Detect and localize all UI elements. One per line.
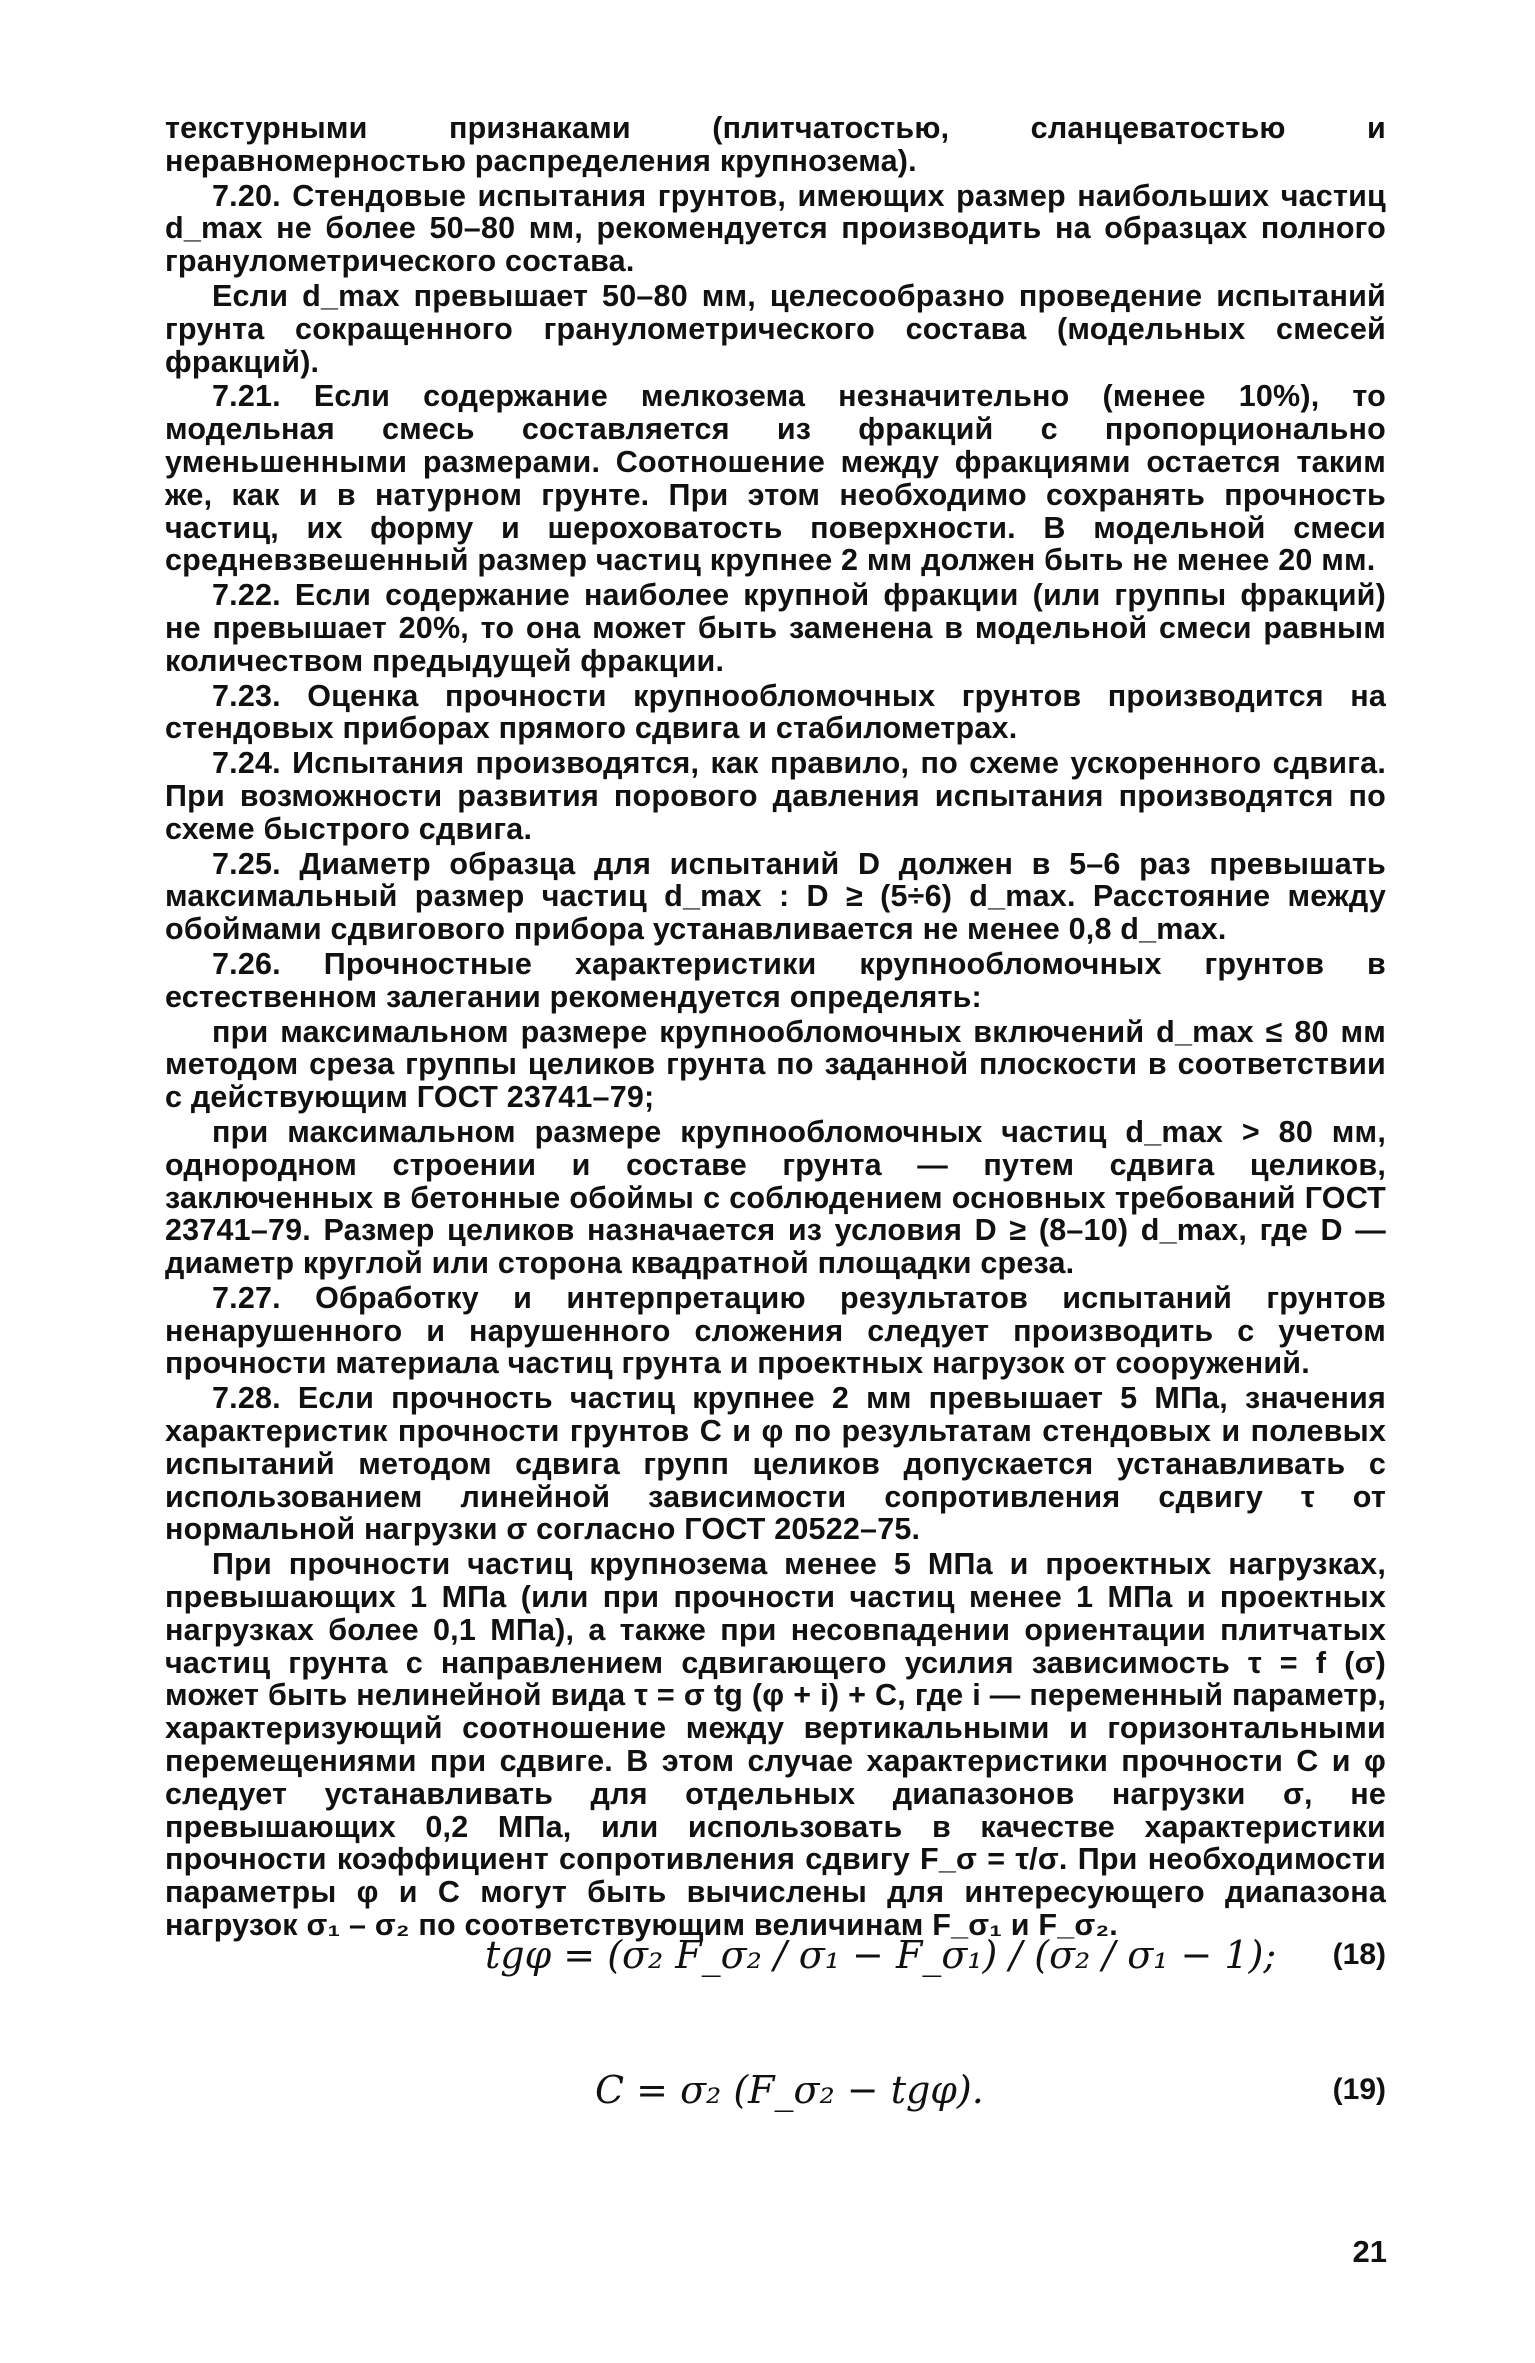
paragraph-7-20: 7.20. Стендовые испытания грунтов, имеющих размер наибольших частиц d_max не более 50–80 мм, рекомендуется производить на образцах полного гранулометрического состава. bbox=[165, 178, 1386, 279]
paragraph-7-26-b: при максимальном размере крупнообломочных частиц d_max > 80 мм, однородном строении и составе грунта — путем сдвига целиков, заключенных в бетонные обоймы с соблюдением основных требований ГОСТ 23741–79. Размер целиков назначается из условия D ≥ (8–10) d_max, где D — диаметр круглой или сторона квадратной площадки среза. bbox=[165, 1114, 1386, 1281]
formula-19-number: (19) bbox=[1332, 2073, 1386, 2106]
formula-18 bbox=[165, 1925, 1386, 1985]
formula-18-expr: tgφ = (σ₂ F_σ₂ / σ₁ − F_σ₁) / (σ₂ / σ₁ − 1); bbox=[485, 1933, 1277, 1977]
formula-19-expr: C = σ₂ (F_σ₂ − tgφ). bbox=[595, 2068, 984, 2112]
formula-19 bbox=[165, 2060, 1386, 2120]
paragraph-7-22: 7.22. Если содержание наиболее крупной фракции (или группы фракций) не превышает 20%, то она может быть заменена в модельной смеси равным количеством предыдущей фракции. bbox=[165, 578, 1386, 678]
page-number: 21 bbox=[1352, 2234, 1387, 2269]
paragraph-7-23: 7.23. Оценка прочности крупнообломочных грунтов производится на стендовых приборах прямого сдвига и стабилометрах. bbox=[165, 678, 1386, 746]
paragraph-0: текстурными признаками (плитчатостью, сланцеватостью и неравномерностью распределения крупнозема). bbox=[165, 111, 1386, 178]
paragraph-7-26-a: при максимальном размере крупнообломочных включений d_max ≤ 80 мм методом среза группы целиков грунта по заданной плоскости в соответствии с действующим ГОСТ 23741–79; bbox=[165, 1014, 1386, 1115]
body-text bbox=[165, 112, 1386, 1942]
paragraph-7-25: 7.25. Диаметр образца для испытаний D должен в 5–6 раз превышать максимальный размер частиц d_max : D ≥ (5÷6) d_max. Расстояние между обоймами сдвигового прибора устанавливается не менее 0,8 d_max. bbox=[165, 846, 1386, 947]
paragraph-7-24: 7.24. Испытания производятся, как правило, по схеме ускоренного сдвига. При возможности развития порового давления испытания производятся по схеме быстрого сдвига. bbox=[165, 746, 1386, 846]
paragraph-7-26: 7.26. Прочностные характеристики крупнообломочных грунтов в естественном залегании рекомендуется определять: bbox=[165, 946, 1386, 1014]
paragraph-7-20-cont: Если d_max превышает 50–80 мм, целесообразно проведение испытаний грунта сокращенного гранулометрического состава (модельных смесей фракций). bbox=[165, 278, 1386, 379]
paragraph-7-27: 7.27. Обработку и интерпретацию результатов испытаний грунтов ненарушенного и нарушенного сложения следует производить с учетом прочности материала частиц грунта и проектных нагрузок от сооружений. bbox=[165, 1280, 1386, 1381]
formula-18-number: (18) bbox=[1332, 1938, 1386, 1971]
paragraph-7-21: 7.21. Если содержание мелкозема незначительно (менее 10%), то модельная смесь составляется из фракций с пропорционально уменьшенными размерами. Соотношение между фракциями остается таким же, как и в натурном грунте. При этом необходимо сохранять прочность частиц, их форму и шероховатость поверхности. В модельной смеси средневзвешенный размер частиц крупнее 2 мм должен быть не менее 20 мм. bbox=[165, 379, 1386, 578]
paragraph-7-28: 7.28. Если прочность частиц крупнее 2 мм превышает 5 МПа, значения характеристик прочности грунтов C и φ по результатам стендовых и полевых испытаний методом сдвига групп целиков допускается устанавливать с использованием линейной зависимости сопротивления сдвигу τ от нормальной нагрузки σ согласно ГОСТ 20522–75. bbox=[165, 1381, 1386, 1547]
paragraph-7-28-cont: При прочности частиц крупнозема менее 5 МПа и проектных нагрузках, превышающих 1 МПа (или при прочности частиц менее 1 МПа и проектных нагрузках более 0,1 МПа), а также при несовпадении ориентации плитчатых частиц грунта с направлением сдвигающего усилия зависимость τ = f (σ) может быть нелинейной вида τ = σ tg (φ + i) + C, где i — переменный параметр, характеризующий соотношение между вертикальными и горизонтальными перемещениями при сдвиге. В этом случае характеристики прочности C и φ следует устанавливать для отдельных диапазонов нагрузки σ, не превышающих 0,2 МПа, или использовать в качестве характеристики прочности коэффициент сопротивления сдвигу F_σ = τ/σ. При необходимости параметры φ и C могут быть вычислены для интересующего диапазона нагрузок σ₁ – σ₂ по соответствующим величинам F_σ₁ и F_σ₂. bbox=[165, 1547, 1386, 1943]
